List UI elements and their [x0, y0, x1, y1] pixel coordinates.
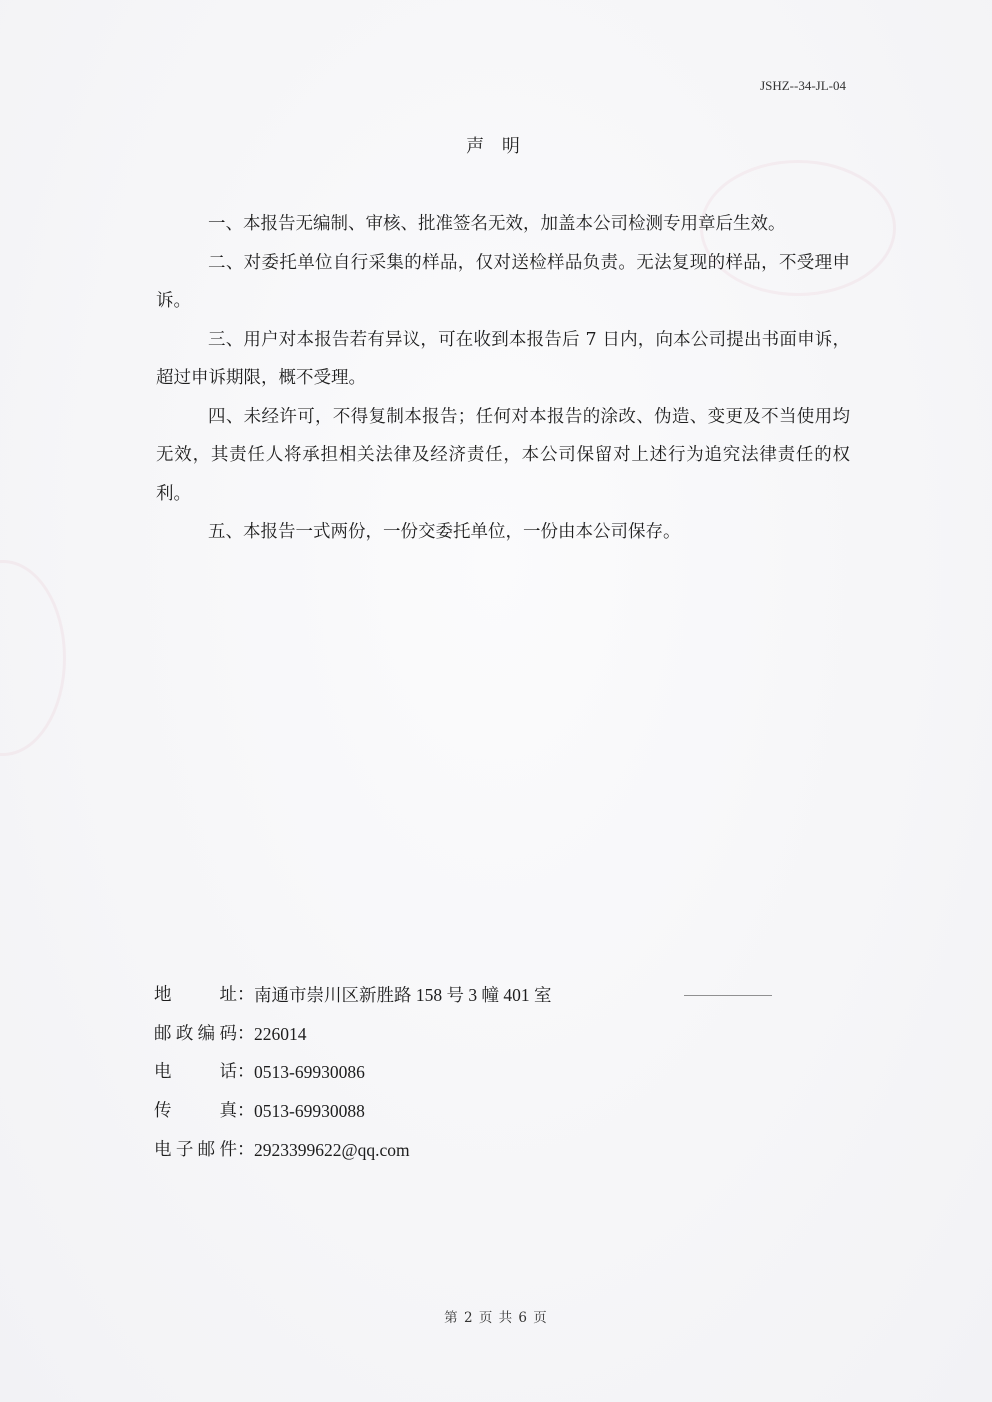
contact-colon: ：: [237, 1023, 255, 1044]
statement-list: [156, 205, 850, 552]
contact-fax: [154, 1092, 674, 1131]
contact-email: [154, 1131, 674, 1170]
contact-value: 0513-69930088: [254, 1101, 365, 1122]
contact-label: 地址: [154, 985, 237, 1005]
statement-5: 五、本报告一式两份，一份交委托单位，一份由本公司保存。: [208, 522, 681, 542]
stamp-show-through-left: [0, 560, 66, 756]
page-number: 第 2 页 共 6 页: [444, 1310, 548, 1326]
contact-value: 0513-69930086: [254, 1062, 365, 1083]
statement-1: 一、本报告无编制、审核、批准签名无效，加盖本公司检测专用章后生效。: [208, 214, 786, 234]
scan-mark: [684, 995, 772, 996]
document-code: JSHZ--34-JL-04: [760, 78, 846, 93]
contact-value: 2923399622@qq.com: [254, 1139, 410, 1160]
contact-label: 电话: [154, 1062, 237, 1083]
contact-label: 电子邮件: [154, 1139, 237, 1160]
contact-phone: [154, 1053, 674, 1092]
statement-2: 二、对委托单位自行采集的样品，仅对送检样品负责。无法复现的样品，不受理申诉。: [156, 252, 850, 311]
contact-value: 南通市崇川区新胜路 158 号 3 幢 401 室: [254, 985, 552, 1005]
contact-colon: ：: [237, 1139, 255, 1160]
contact-colon: ：: [237, 1062, 255, 1083]
statement-4: 四、未经许可，不得复制本报告；任何对本报告的涂改、伪造、变更及不当使用均无效，其责任人将承担相关法律及经济责任，本公司保留对上述行为追究法律责任的权利。: [156, 406, 850, 504]
statement-3: 三、用户对本报告若有异议，可在收到本报告后 7 日内，向本公司提出书面申诉，超过申诉期限，概不受理。: [156, 329, 850, 388]
contact-colon: ：: [237, 1101, 255, 1122]
page-title: 声 明: [466, 136, 526, 157]
contact-value: 226014: [254, 1023, 307, 1044]
contact-address: [154, 976, 674, 1015]
contact-label: 邮政编码: [154, 1023, 237, 1044]
contact-colon: ：: [237, 985, 255, 1005]
contact-postcode: [154, 1015, 674, 1054]
contact-label: 传真: [154, 1101, 237, 1122]
contact-info: [154, 976, 674, 1170]
